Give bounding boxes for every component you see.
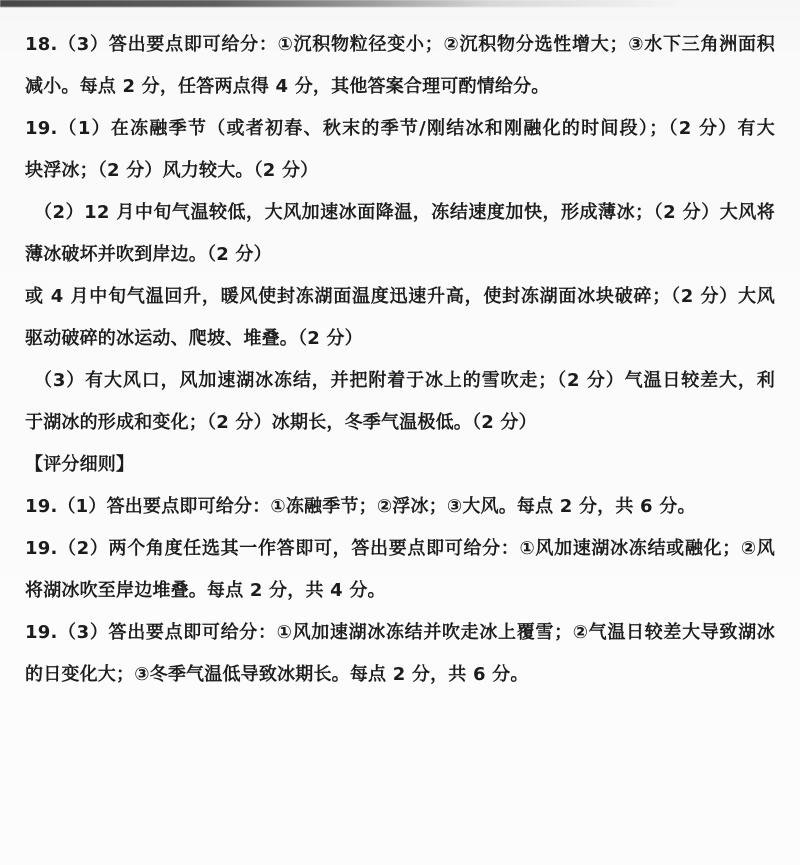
text-line: 块浮冰；（2 分）风力较大。（2 分） <box>25 160 319 181</box>
text-line: 19.（1）答出要点即可给分：①冻融季节；②浮冰；③大风。每点 2 分，共 6 分。 <box>25 496 696 517</box>
paragraph-answer-19-2-freeze <box>25 192 775 276</box>
text-line: 减小。每点 2 分，任答两点得 4 分，其他答案合理可酌情给分。 <box>25 76 550 97</box>
paragraph-answer-18-3 <box>25 24 775 108</box>
text-line: 19.（3）答出要点即可给分：①风加速湖冰冻结并吹走冰上覆雪；②气温日较差大导致湖冰 <box>25 622 775 643</box>
text-line: 的日变化大；③冬季气温低导致冰期长。每点 2 分，共 6 分。 <box>25 664 529 685</box>
paragraph-rubric-heading <box>25 444 775 486</box>
text-line: 薄冰破坏并吹到岸边。（2 分） <box>25 244 272 265</box>
paragraph-rubric-19-2 <box>25 528 775 612</box>
paragraph-answer-19-3 <box>25 360 775 444</box>
text-line: 19.（2）两个角度任选其一作答即可，答出要点即可给分：①风加速湖冰冻结或融化；②风 <box>25 538 775 559</box>
answer-key-document <box>25 24 775 696</box>
text-line: 或 4 月中旬气温回升，暖风使封冻湖面温度迅速升高，使封冻湖面冰块破碎；（2 分）大风 <box>25 286 775 307</box>
paragraph-rubric-19-1 <box>25 486 775 528</box>
paragraph-answer-19-2-melt <box>25 276 775 360</box>
text-line: 【评分细则】 <box>25 454 135 475</box>
text-line: 将湖冰吹至岸边堆叠。每点 2 分，共 4 分。 <box>25 580 386 601</box>
text-line: 18.（3）答出要点即可给分：①沉积物粒径变小；②沉积物分选性增大；③水下三角洲面积 <box>25 34 775 55</box>
scan-edge-artifact <box>0 0 720 7</box>
text-line: 19.（1）在冻融季节（或者初春、秋末的季节/刚结冰和刚融化的时间段）；（2 分）有大 <box>25 118 775 139</box>
text-line: 于湖冰的形成和变化；（2 分）冰期长，冬季气温极低。（2 分） <box>25 412 537 433</box>
text-line: 驱动破碎的冰运动、爬坡、堆叠。（2 分） <box>25 328 363 349</box>
text-line: （2）12 月中旬气温较低，大风加速冰面降温，冻结速度加快，形成薄冰；（2 分）大风将 <box>34 202 775 223</box>
text-line: （3）有大风口，风加速湖冰冻结，并把附着于冰上的雪吹走；（2 分）气温日较差大，利 <box>34 370 775 391</box>
paragraph-answer-19-1 <box>25 108 775 192</box>
paragraph-rubric-19-3 <box>25 612 775 696</box>
